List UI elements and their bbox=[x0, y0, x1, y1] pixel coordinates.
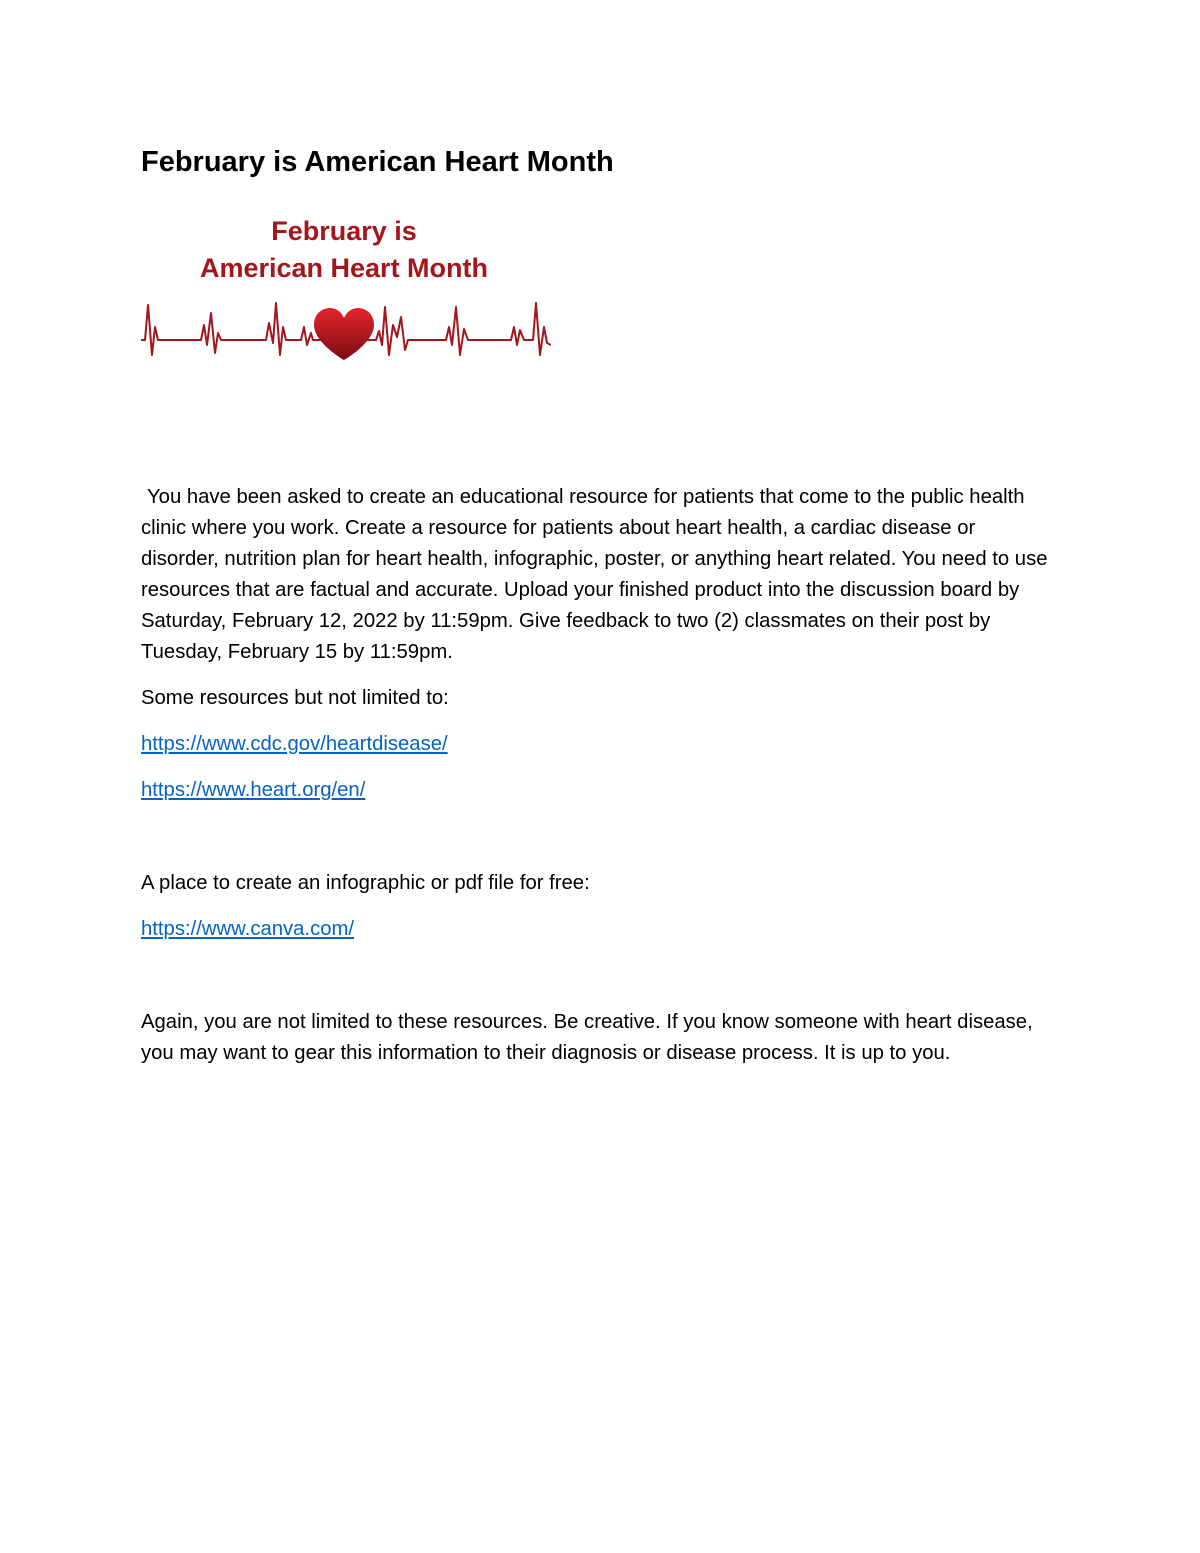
heart-icon bbox=[314, 308, 374, 360]
resources-label: Some resources but not limited to: bbox=[141, 687, 449, 709]
infographic-label: A place to create an infographic or pdf file for free: bbox=[141, 872, 590, 894]
heart-org-link[interactable]: https://www.heart.org/en/ bbox=[141, 779, 366, 801]
intro-paragraph: You have been asked to create an educational resource for patients that come to the public health clinic where you work. Create a resource for patients about heart health, a cardiac disease or disorder, nutrition plan for heart health, infographic, poster, or anything heart related. You need to use resources that are factual and accurate. Upload your finished product into the discussion board by Saturday, February 12, 2022 by 11:59pm. Give feedback to two (2) classmates on their post by Tuesday, February 15 by 11:59pm. bbox=[141, 486, 1048, 663]
banner-line-2: American Heart Month bbox=[199, 253, 489, 283]
assignment-body bbox=[141, 482, 1056, 1084]
banner-line-1: February is bbox=[271, 216, 417, 246]
page-title: February is American Heart Month bbox=[141, 146, 614, 178]
canva-link[interactable]: https://www.canva.com/ bbox=[141, 918, 355, 940]
cdc-heartdisease-link[interactable]: https://www.cdc.gov/heartdisease/ bbox=[141, 733, 448, 755]
closing-paragraph: Again, you are not limited to these resources. Be creative. If you know someone with heart disease, you may want to gear this information to their diagnosis or disease process. It is up to you. bbox=[141, 1011, 1033, 1064]
heart-month-banner-image bbox=[141, 205, 551, 430]
